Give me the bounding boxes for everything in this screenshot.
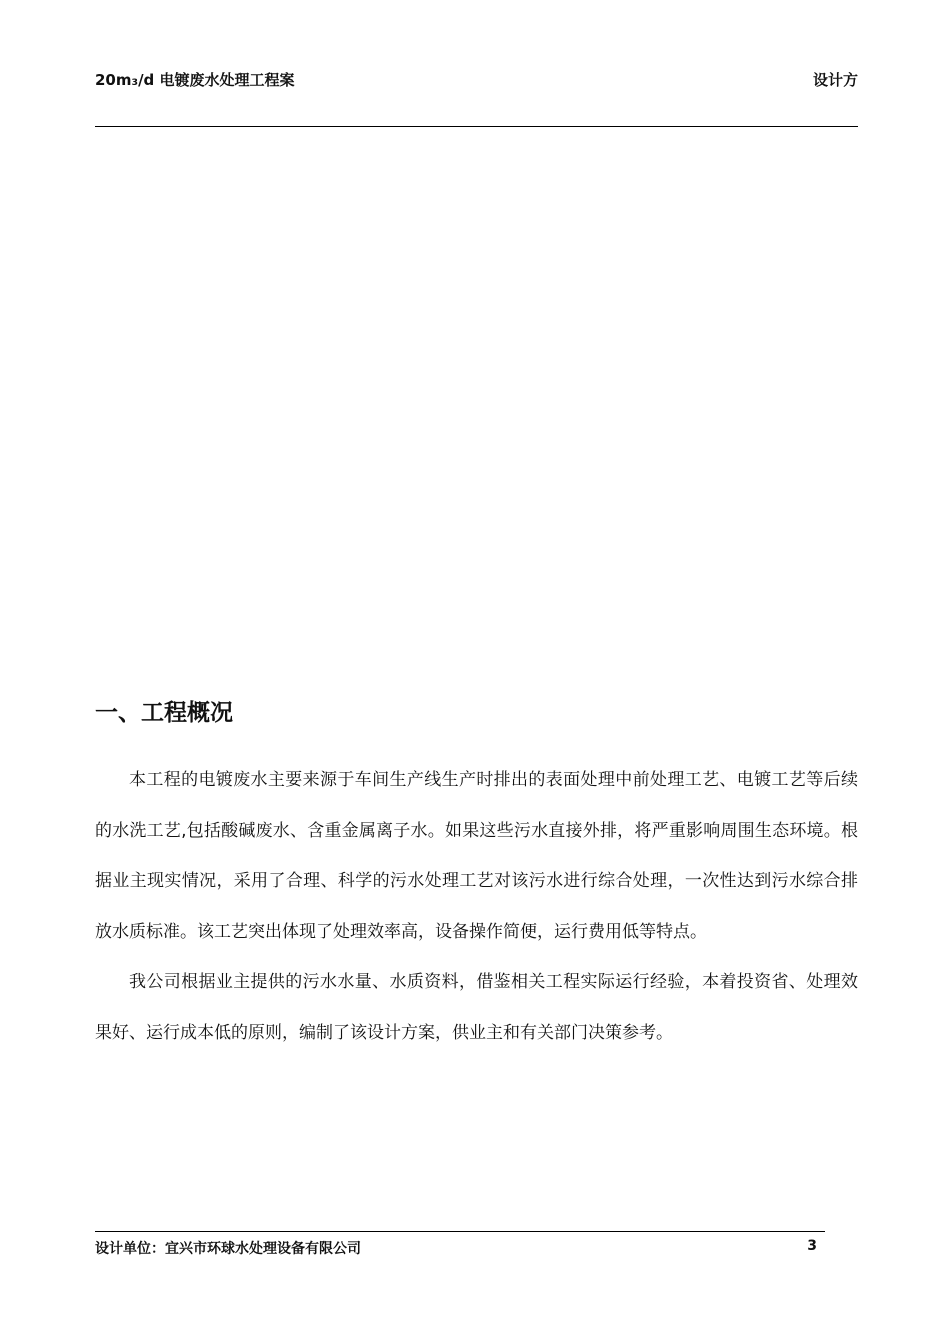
header-document-title: 20m₃/d 电镀废水处理工程案 [95, 71, 295, 89]
body-paragraph: 我公司根据业主提供的污水水量、水质资料，借鉴相关工程实际运行经验，本着投资省、处理效果好、运行成本低的原则，编制了该设计方案，供业主和有关部门决策参考。 [95, 972, 858, 1043]
footer-company: 设计单位：宜兴市环球水处理设备有限公司 [95, 1241, 361, 1257]
section-body [95, 755, 858, 1058]
header-document-type: 设计方 [812, 71, 858, 89]
section-heading: 一、工程概况 [95, 700, 233, 726]
page-footer [95, 1231, 825, 1264]
page-number: 3 [807, 1238, 817, 1254]
page-header [95, 66, 858, 127]
body-paragraph: 本工程的电镀废水主要来源于车间生产线生产时排出的表面处理中前处理工艺、电镀工艺等后续的水洗工艺,包括酸碱废水、含重金属离子水。如果这些污水直接外排，将严重影响周围生态环境。根据业主现实情况，采用了合理、科学的污水处理工艺对该污水进行综合处理，一次性达到污水综合排放水质标准。该工艺突出体现了处理效率高，设备操作简便，运行费用低等特点。 [95, 770, 858, 942]
